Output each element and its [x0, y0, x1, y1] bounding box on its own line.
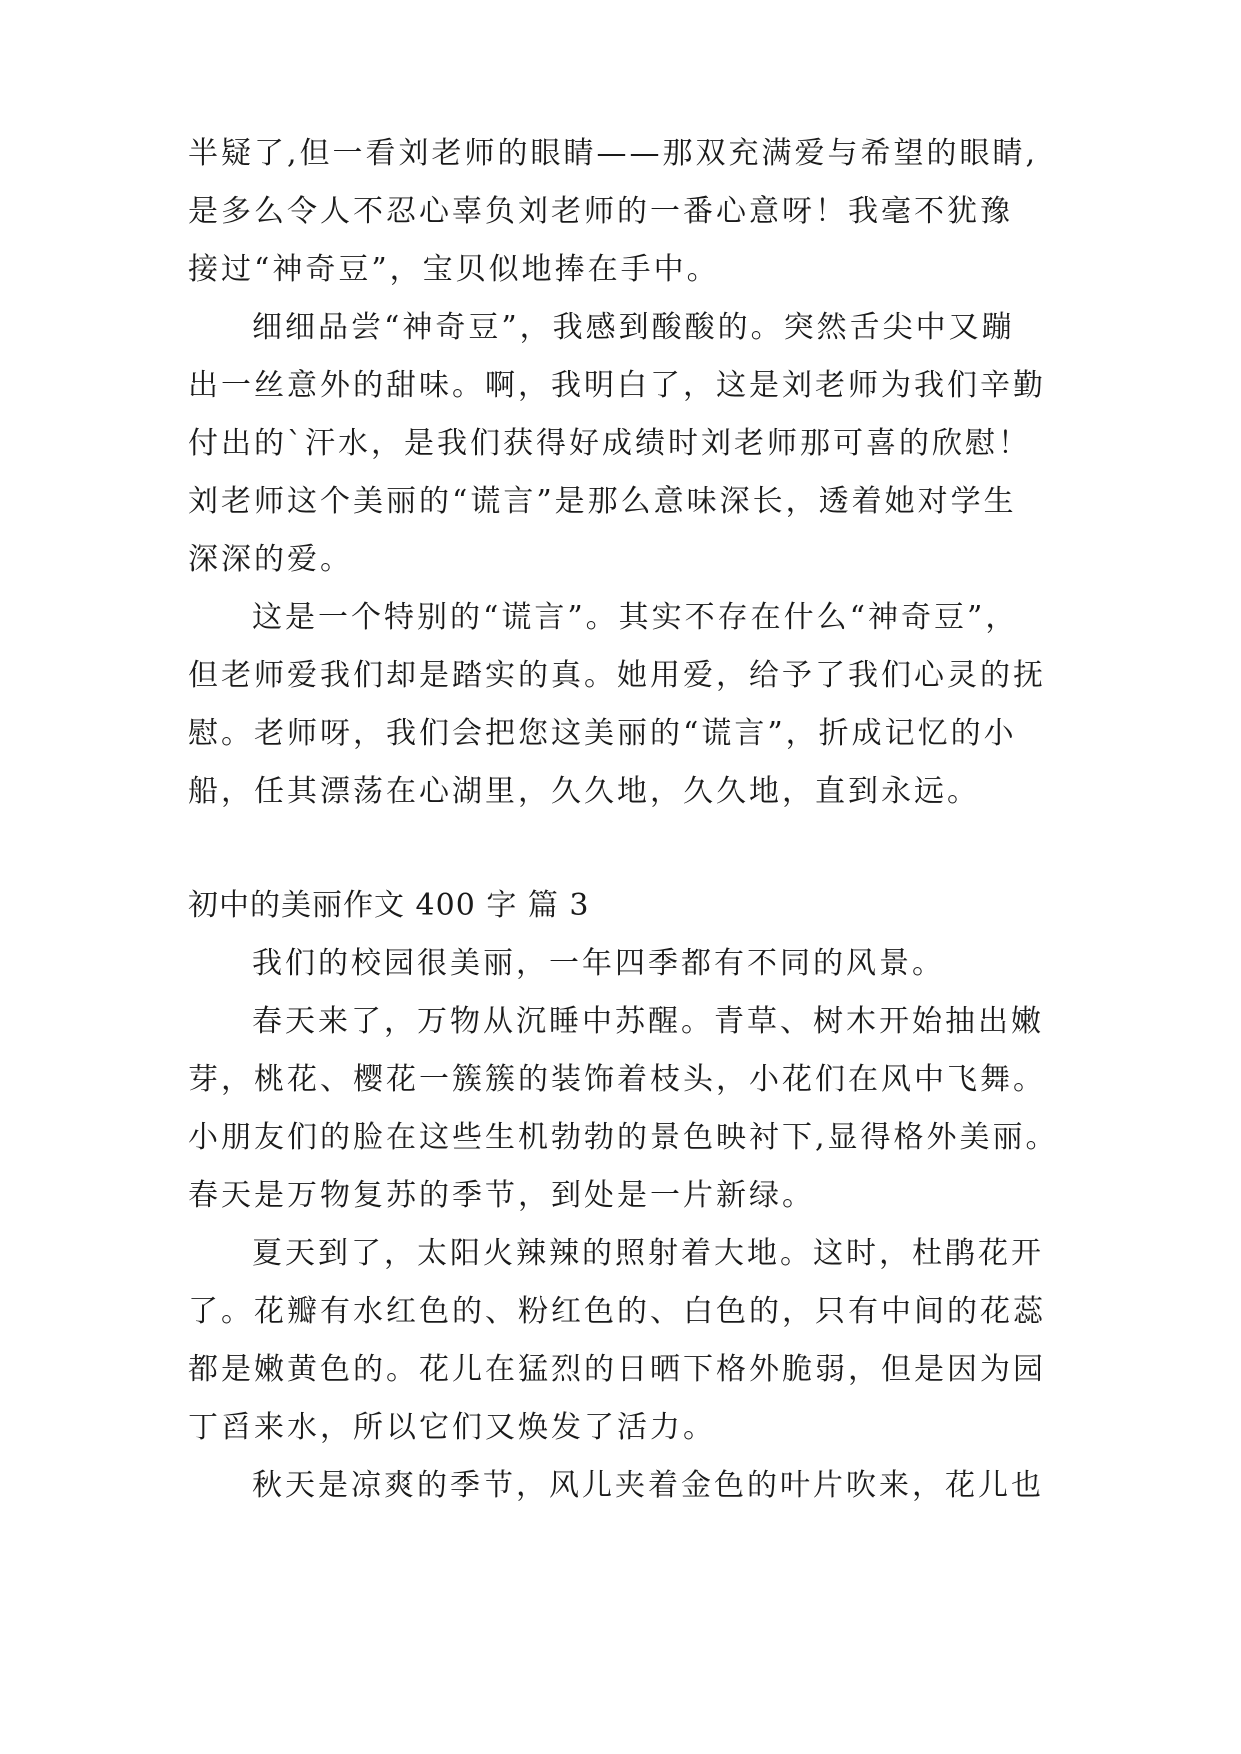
paragraph-summer	[188, 1225, 1068, 1457]
text-line: 慰。老师呀，我们会把您这美丽的“谎言”，折成记忆的小	[188, 716, 1017, 751]
text-line: 夏天到了，太阳火辣辣的照射着大地。这时，杜鹃花开	[252, 1236, 1044, 1271]
text-line: 但老师爱我们却是踏实的真。她用爱，给予了我们心灵的抚	[188, 658, 1046, 693]
document-body	[188, 125, 1068, 1515]
paragraph-special-lie	[188, 589, 1068, 821]
text-line: 船，任其漂荡在心湖里，久久地，久久地，直到永远。	[188, 774, 980, 809]
text-line: 我们的校园很美丽，一年四季都有不同的风景。	[252, 946, 945, 981]
text-line: 都是嫩黄色的。花儿在猛烈的日晒下格外脆弱，但是因为园	[188, 1352, 1046, 1387]
paragraph-spring	[188, 993, 1068, 1225]
text-line: 是多么令人不忍心辜负刘老师的一番心意呀！我毫不犹豫	[188, 194, 1013, 229]
paragraph-campus-intro	[188, 935, 1068, 993]
text-line: 春天是万物复苏的季节，到处是一片新绿。	[188, 1178, 815, 1213]
text-line: 付出的`汗水，是我们获得好成绩时刘老师那可喜的欣慰！	[188, 426, 1031, 461]
text-line: 秋天是凉爽的季节，风儿夹着金色的叶片吹来，花儿也	[252, 1468, 1044, 1503]
text-line: 了。花瓣有水红色的、粉红色的、白色的，只有中间的花蕊	[188, 1294, 1046, 1329]
text-line: 接过“神奇豆”，宝贝似地捧在手中。	[188, 252, 720, 287]
paragraph-autumn	[188, 1457, 1068, 1515]
text-line: 深深的爱。	[188, 542, 353, 577]
essay-heading: 初中的美丽作文 400 字 篇 3	[188, 888, 590, 923]
text-line: 细细品尝“神奇豆”，我感到酸酸的。突然舌尖中又蹦	[252, 310, 1015, 345]
text-line: 出一丝意外的甜味。啊，我明白了，这是刘老师为我们辛勤	[188, 368, 1046, 403]
text-line: 半疑了,但一看刘老师的眼睛——那双充满爱与希望的眼睛,	[188, 136, 1039, 171]
text-line: 春天来了，万物从沉睡中苏醒。青草、树木开始抽出嫩	[252, 1004, 1044, 1039]
text-line: 丁舀来水，所以它们又焕发了活力。	[188, 1410, 716, 1445]
section-spacer	[188, 821, 1068, 877]
text-line: 刘老师这个美丽的“谎言”是那么意味深长，透着她对学生	[188, 484, 1017, 519]
text-line: 这是一个特别的“谎言”。其实不存在什么“神奇豆”，	[252, 600, 1019, 635]
text-line: 小朋友们的脸在这些生机勃勃的景色映衬下,显得格外美丽。	[188, 1120, 1059, 1155]
paragraph-tasting-bean	[188, 299, 1068, 589]
text-line: 芽，桃花、樱花一簇簇的装饰着枝头，小花们在风中飞舞。	[188, 1062, 1046, 1097]
paragraph-teacher-eyes	[188, 125, 1068, 299]
